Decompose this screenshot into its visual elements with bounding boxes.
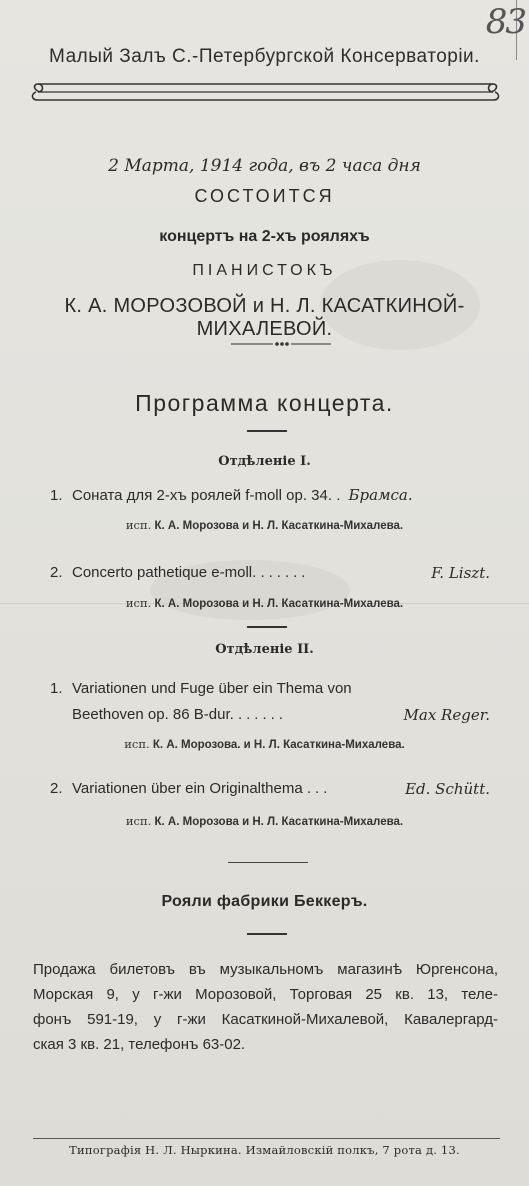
section-rule [247,626,287,628]
performers-names: К. А. Морозова и Н. Л. Касаткина-Михалева. [154,598,404,610]
date-line: 2 Марта, 1914 года, въ 2 часа дня [108,156,421,176]
sales-line: ская 3 кв. 21, телефонъ 63-02. [33,1036,246,1053]
item-number: 2. [50,564,63,581]
item-performers [0,814,529,828]
performers-names: К. А. Морозова. и Н. Л. Касаткина-Михалева. [152,739,405,751]
performers-prefix: исп. [125,518,152,532]
item-number: 1. [50,680,63,697]
pianos-line: Рояли фабрики Беккеръ. [161,893,368,910]
item-work: Beethoven op. 86 B-dur. [72,706,234,723]
pianists-names: К. А. МОРОЗОВОЙ и Н. Л. КАСАТКИНОЙ-МИХАЛЕВОЙ. [64,295,465,340]
section-title: Отдѣленіе II. [215,642,314,657]
item-composer: Max Reger. [403,706,490,724]
performers-prefix: исп. [125,596,152,610]
item-performers [0,737,529,751]
item-performers [0,518,529,532]
ornament-border-icon [28,80,503,104]
program-rule [247,430,287,432]
item-number: 2. [50,780,63,797]
footer-rule [33,1138,500,1139]
sales-line: фонъ 591-19, у г-жи Касаткиной-Михалевой, Кавалергард- [33,1011,498,1028]
program-item [50,486,490,504]
corner-handwritten-mark: 83 [485,2,525,42]
item-work: Concerto pathetique e-moll. [72,564,257,581]
item-number: 1. [50,487,63,504]
item-composer: F. Liszt. [431,564,490,582]
separator-line [228,862,308,863]
sales-line: Продажа билетовъ въ музыкальномъ магазинѣ Юргенсона, [33,961,498,978]
section-title: Отдѣленіе I. [218,454,311,469]
pianos-rule [247,933,287,935]
program-item-continued [50,706,490,724]
performers-names: К. А. Морозова и Н. Л. Касаткина-Михалева. [154,520,404,532]
sales-line: Морская 9, у г-жи Морозовой, Торговая 25 кв. 13, теле- [33,986,498,1003]
item-work: Variationen und Fuge über ein Thema von [72,680,352,697]
item-dots: . [336,487,345,504]
item-dots: ... [306,780,332,797]
hall-title: Малый Залъ С.-Петербургской Консерваторіи. [49,46,480,67]
item-composer: Брамса. [348,486,413,504]
concert-line: концертъ на 2-хъ рояляхъ [159,228,370,245]
performers-prefix: исп. [125,814,152,828]
item-work: Variationen über ein Originalthema [72,780,303,797]
pianists-label: ПІАНИСТОКЪ [192,262,337,279]
printer-credit: Типографія Н. Л. Ныркина. Измайловскій полкъ, 7 рота д. 13. [69,1143,460,1157]
program-item [50,564,490,582]
item-dots: ...... [237,706,287,723]
performers-names: К. А. Морозова и Н. Л. Касаткина-Михалева. [154,816,404,828]
separator-dots-icon [231,341,331,347]
performers-prefix: исп. [124,737,150,751]
item-dots: ...... [260,564,310,581]
item-work: Соната для 2-хъ роялей f-moll op. 34. [72,487,333,504]
item-performers [0,596,529,610]
program-item [50,780,490,798]
program-item [50,680,490,697]
program-title: Программа концерта. [135,390,394,416]
item-composer: Ed. Schütt. [405,780,490,798]
ticket-sales-text [33,957,498,1057]
announcement: СОСТОИТСЯ [194,186,335,206]
